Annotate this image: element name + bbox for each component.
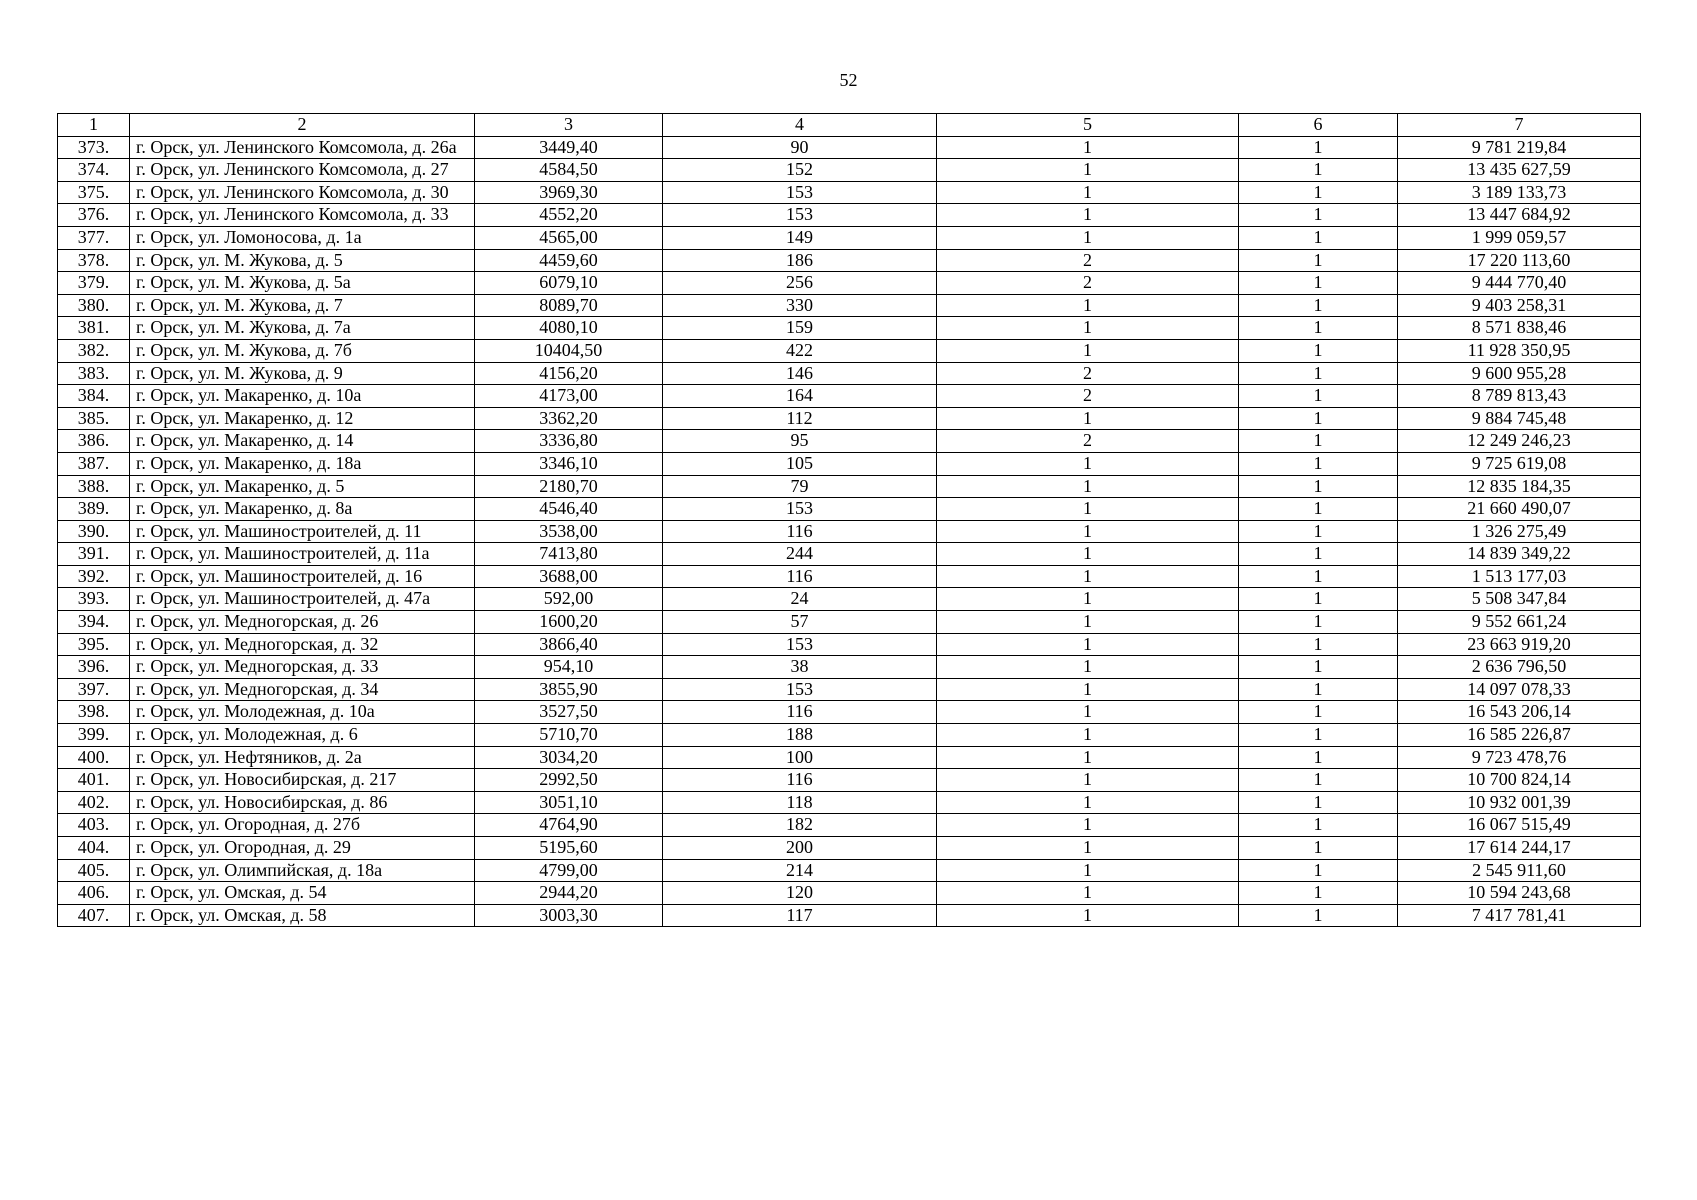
cell-address: г. Орск, ул. Ленинского Комсомола, д. 33 (130, 204, 475, 227)
cell-residents: 153 (663, 181, 937, 204)
cell-col-5: 1 (937, 814, 1239, 837)
cell-address: г. Орск, ул. Макаренко, д. 10а (130, 385, 475, 408)
cell-row-number: 399. (58, 724, 130, 747)
table-row (58, 746, 1641, 769)
cell-col-5: 1 (937, 498, 1239, 521)
cell-address: г. Орск, ул. Молодежная, д. 6 (130, 724, 475, 747)
cell-col-5: 1 (937, 565, 1239, 588)
cell-col-5: 1 (937, 633, 1239, 656)
cell-address: г. Орск, ул. Макаренко, д. 14 (130, 430, 475, 453)
cell-area: 8089,70 (475, 294, 663, 317)
table-header-row (58, 114, 1641, 137)
table-row (58, 249, 1641, 272)
cell-cost: 9 403 258,31 (1398, 294, 1641, 317)
table-row (58, 633, 1641, 656)
cell-col-6: 1 (1239, 678, 1398, 701)
cell-cost: 5 508 347,84 (1398, 588, 1641, 611)
cell-residents: 116 (663, 769, 937, 792)
cell-col-6: 1 (1239, 475, 1398, 498)
cell-row-number: 373. (58, 136, 130, 159)
cell-area: 3449,40 (475, 136, 663, 159)
cell-area: 4584,50 (475, 159, 663, 182)
cell-col-5: 1 (937, 701, 1239, 724)
cell-area: 3688,00 (475, 565, 663, 588)
cell-area: 4156,20 (475, 362, 663, 385)
cell-cost: 14 839 349,22 (1398, 543, 1641, 566)
cell-area: 3855,90 (475, 678, 663, 701)
cell-address: г. Орск, ул. Машиностроителей, д. 11а (130, 543, 475, 566)
cell-col-5: 1 (937, 317, 1239, 340)
cell-row-number: 402. (58, 791, 130, 814)
table-row (58, 882, 1641, 905)
table-body (58, 136, 1641, 927)
table-row (58, 385, 1641, 408)
cell-area: 3527,50 (475, 701, 663, 724)
cell-row-number: 376. (58, 204, 130, 227)
table-row (58, 498, 1641, 521)
cell-address: г. Орск, ул. Медногорская, д. 32 (130, 633, 475, 656)
cell-col-6: 1 (1239, 520, 1398, 543)
cell-area: 6079,10 (475, 272, 663, 295)
cell-area: 4799,00 (475, 859, 663, 882)
cell-address: г. Орск, ул. Макаренко, д. 18а (130, 452, 475, 475)
cell-col-6: 1 (1239, 565, 1398, 588)
cell-cost: 21 660 490,07 (1398, 498, 1641, 521)
cell-address: г. Орск, ул. Медногорская, д. 26 (130, 611, 475, 634)
column-header-2: 2 (130, 114, 475, 137)
cell-col-6: 1 (1239, 611, 1398, 634)
cell-col-5: 1 (937, 904, 1239, 927)
table-row (58, 520, 1641, 543)
cell-row-number: 392. (58, 565, 130, 588)
table-row (58, 339, 1641, 362)
cell-col-6: 1 (1239, 882, 1398, 905)
cell-residents: 214 (663, 859, 937, 882)
cell-residents: 256 (663, 272, 937, 295)
cell-cost: 10 594 243,68 (1398, 882, 1641, 905)
cell-cost: 10 932 001,39 (1398, 791, 1641, 814)
cell-row-number: 398. (58, 701, 130, 724)
cell-residents: 330 (663, 294, 937, 317)
cell-row-number: 384. (58, 385, 130, 408)
cell-col-5: 1 (937, 159, 1239, 182)
cell-cost: 8 789 813,43 (1398, 385, 1641, 408)
cell-residents: 100 (663, 746, 937, 769)
cell-col-5: 1 (937, 543, 1239, 566)
cell-area: 3538,00 (475, 520, 663, 543)
housing-table (57, 113, 1641, 927)
cell-residents: 105 (663, 452, 937, 475)
cell-cost: 23 663 919,20 (1398, 633, 1641, 656)
cell-address: г. Орск, ул. Олимпийская, д. 18а (130, 859, 475, 882)
cell-col-6: 1 (1239, 181, 1398, 204)
table-row (58, 678, 1641, 701)
cell-address: г. Орск, ул. М. Жукова, д. 5 (130, 249, 475, 272)
cell-area: 3003,30 (475, 904, 663, 927)
cell-row-number: 405. (58, 859, 130, 882)
cell-col-6: 1 (1239, 769, 1398, 792)
cell-row-number: 379. (58, 272, 130, 295)
cell-residents: 24 (663, 588, 937, 611)
cell-area: 954,10 (475, 656, 663, 679)
table-row (58, 136, 1641, 159)
cell-area: 4546,40 (475, 498, 663, 521)
cell-area: 4173,00 (475, 385, 663, 408)
cell-cost: 12 249 246,23 (1398, 430, 1641, 453)
cell-address: г. Орск, ул. Нефтяников, д. 2а (130, 746, 475, 769)
cell-col-6: 1 (1239, 385, 1398, 408)
cell-col-5: 1 (937, 339, 1239, 362)
cell-col-5: 1 (937, 724, 1239, 747)
table-row (58, 475, 1641, 498)
cell-address: г. Орск, ул. Огородная, д. 27б (130, 814, 475, 837)
cell-cost: 1 326 275,49 (1398, 520, 1641, 543)
cell-residents: 90 (663, 136, 937, 159)
cell-residents: 112 (663, 407, 937, 430)
cell-cost: 13 447 684,92 (1398, 204, 1641, 227)
cell-address: г. Орск, ул. Новосибирская, д. 86 (130, 791, 475, 814)
cell-col-5: 1 (937, 611, 1239, 634)
cell-area: 5195,60 (475, 837, 663, 860)
table-row (58, 181, 1641, 204)
cell-residents: 159 (663, 317, 937, 340)
cell-row-number: 382. (58, 339, 130, 362)
cell-area: 3362,20 (475, 407, 663, 430)
cell-residents: 164 (663, 385, 937, 408)
table-row (58, 430, 1641, 453)
cell-cost: 12 835 184,35 (1398, 475, 1641, 498)
cell-row-number: 406. (58, 882, 130, 905)
cell-area: 2992,50 (475, 769, 663, 792)
cell-address: г. Орск, ул. Огородная, д. 29 (130, 837, 475, 860)
cell-area: 3051,10 (475, 791, 663, 814)
cell-col-6: 1 (1239, 904, 1398, 927)
cell-cost: 2 636 796,50 (1398, 656, 1641, 679)
cell-cost: 1 513 177,03 (1398, 565, 1641, 588)
cell-col-6: 1 (1239, 204, 1398, 227)
cell-residents: 57 (663, 611, 937, 634)
cell-col-5: 1 (937, 204, 1239, 227)
cell-col-6: 1 (1239, 859, 1398, 882)
cell-cost: 8 571 838,46 (1398, 317, 1641, 340)
cell-address: г. Орск, ул. Ленинского Комсомола, д. 26а (130, 136, 475, 159)
column-header-3: 3 (475, 114, 663, 137)
cell-col-6: 1 (1239, 701, 1398, 724)
cell-row-number: 375. (58, 181, 130, 204)
table-row (58, 791, 1641, 814)
cell-cost: 17 614 244,17 (1398, 837, 1641, 860)
table-row (58, 724, 1641, 747)
cell-area: 3034,20 (475, 746, 663, 769)
cell-residents: 149 (663, 226, 937, 249)
cell-row-number: 389. (58, 498, 130, 521)
cell-row-number: 393. (58, 588, 130, 611)
cell-col-5: 1 (937, 475, 1239, 498)
cell-col-6: 1 (1239, 317, 1398, 340)
table-row (58, 656, 1641, 679)
cell-col-6: 1 (1239, 791, 1398, 814)
cell-residents: 117 (663, 904, 937, 927)
cell-col-5: 1 (937, 136, 1239, 159)
cell-col-6: 1 (1239, 362, 1398, 385)
cell-cost: 16 585 226,87 (1398, 724, 1641, 747)
table-row (58, 611, 1641, 634)
cell-col-5: 2 (937, 272, 1239, 295)
cell-col-6: 1 (1239, 452, 1398, 475)
cell-col-5: 1 (937, 859, 1239, 882)
cell-area: 4565,00 (475, 226, 663, 249)
cell-col-6: 1 (1239, 272, 1398, 295)
cell-row-number: 401. (58, 769, 130, 792)
table-row (58, 701, 1641, 724)
cell-col-5: 2 (937, 249, 1239, 272)
cell-residents: 116 (663, 565, 937, 588)
cell-address: г. Орск, ул. М. Жукова, д. 7 (130, 294, 475, 317)
cell-residents: 188 (663, 724, 937, 747)
cell-col-5: 1 (937, 791, 1239, 814)
cell-area: 4764,90 (475, 814, 663, 837)
cell-area: 2944,20 (475, 882, 663, 905)
column-header-6: 6 (1239, 114, 1398, 137)
cell-area: 592,00 (475, 588, 663, 611)
cell-row-number: 378. (58, 249, 130, 272)
cell-address: г. Орск, ул. М. Жукова, д. 5а (130, 272, 475, 295)
cell-address: г. Орск, ул. Машиностроителей, д. 11 (130, 520, 475, 543)
table-row (58, 543, 1641, 566)
table-row (58, 226, 1641, 249)
cell-col-6: 1 (1239, 837, 1398, 860)
cell-cost: 9 444 770,40 (1398, 272, 1641, 295)
cell-col-6: 1 (1239, 814, 1398, 837)
cell-address: г. Орск, ул. Макаренко, д. 5 (130, 475, 475, 498)
table-row (58, 769, 1641, 792)
cell-residents: 244 (663, 543, 937, 566)
cell-cost: 14 097 078,33 (1398, 678, 1641, 701)
cell-address: г. Орск, ул. Медногорская, д. 33 (130, 656, 475, 679)
column-header-7: 7 (1398, 114, 1641, 137)
cell-col-5: 1 (937, 837, 1239, 860)
cell-area: 1600,20 (475, 611, 663, 634)
cell-residents: 120 (663, 882, 937, 905)
cell-area: 3969,30 (475, 181, 663, 204)
table-row (58, 317, 1641, 340)
cell-col-5: 1 (937, 769, 1239, 792)
cell-address: г. Орск, ул. Ленинского Комсомола, д. 27 (130, 159, 475, 182)
cell-cost: 9 725 619,08 (1398, 452, 1641, 475)
cell-row-number: 396. (58, 656, 130, 679)
cell-residents: 95 (663, 430, 937, 453)
cell-cost: 2 545 911,60 (1398, 859, 1641, 882)
cell-cost: 11 928 350,95 (1398, 339, 1641, 362)
cell-col-5: 1 (937, 226, 1239, 249)
cell-address: г. Орск, ул. Ломоносова, д. 1а (130, 226, 475, 249)
table-row (58, 837, 1641, 860)
cell-cost: 9 723 478,76 (1398, 746, 1641, 769)
cell-col-5: 1 (937, 181, 1239, 204)
cell-col-6: 1 (1239, 430, 1398, 453)
cell-residents: 79 (663, 475, 937, 498)
cell-residents: 152 (663, 159, 937, 182)
cell-row-number: 404. (58, 837, 130, 860)
cell-row-number: 400. (58, 746, 130, 769)
table-row (58, 407, 1641, 430)
cell-address: г. Орск, ул. Омская, д. 54 (130, 882, 475, 905)
cell-col-5: 1 (937, 407, 1239, 430)
cell-residents: 116 (663, 701, 937, 724)
cell-col-5: 1 (937, 294, 1239, 317)
cell-cost: 9 552 661,24 (1398, 611, 1641, 634)
cell-row-number: 386. (58, 430, 130, 453)
cell-col-6: 1 (1239, 339, 1398, 362)
cell-col-5: 2 (937, 430, 1239, 453)
table-row (58, 159, 1641, 182)
cell-cost: 17 220 113,60 (1398, 249, 1641, 272)
cell-col-5: 1 (937, 656, 1239, 679)
cell-address: г. Орск, ул. Макаренко, д. 12 (130, 407, 475, 430)
table-row (58, 452, 1641, 475)
cell-cost: 1 999 059,57 (1398, 226, 1641, 249)
cell-col-6: 1 (1239, 294, 1398, 317)
cell-col-6: 1 (1239, 407, 1398, 430)
cell-col-5: 1 (937, 746, 1239, 769)
cell-cost: 9 884 745,48 (1398, 407, 1641, 430)
column-header-1: 1 (58, 114, 130, 137)
cell-area: 4552,20 (475, 204, 663, 227)
cell-address: г. Орск, ул. Ленинского Комсомола, д. 30 (130, 181, 475, 204)
cell-address: г. Орск, ул. Медногорская, д. 34 (130, 678, 475, 701)
cell-address: г. Орск, ул. Молодежная, д. 10а (130, 701, 475, 724)
cell-cost: 3 189 133,73 (1398, 181, 1641, 204)
cell-area: 3336,80 (475, 430, 663, 453)
table-row (58, 904, 1641, 927)
cell-residents: 182 (663, 814, 937, 837)
cell-col-6: 1 (1239, 746, 1398, 769)
cell-cost: 16 543 206,14 (1398, 701, 1641, 724)
cell-col-5: 1 (937, 678, 1239, 701)
table-row (58, 814, 1641, 837)
cell-row-number: 390. (58, 520, 130, 543)
table-row (58, 588, 1641, 611)
cell-row-number: 380. (58, 294, 130, 317)
table-row (58, 859, 1641, 882)
cell-cost: 7 417 781,41 (1398, 904, 1641, 927)
cell-col-6: 1 (1239, 226, 1398, 249)
cell-col-5: 1 (937, 588, 1239, 611)
cell-address: г. Орск, ул. Новосибирская, д. 217 (130, 769, 475, 792)
cell-col-5: 2 (937, 385, 1239, 408)
cell-address: г. Орск, ул. Машиностроителей, д. 16 (130, 565, 475, 588)
cell-row-number: 374. (58, 159, 130, 182)
cell-residents: 146 (663, 362, 937, 385)
cell-residents: 153 (663, 633, 937, 656)
cell-residents: 118 (663, 791, 937, 814)
cell-cost: 9 781 219,84 (1398, 136, 1641, 159)
column-header-4: 4 (663, 114, 937, 137)
cell-row-number: 383. (58, 362, 130, 385)
cell-cost: 13 435 627,59 (1398, 159, 1641, 182)
cell-address: г. Орск, ул. Машиностроителей, д. 47а (130, 588, 475, 611)
cell-residents: 186 (663, 249, 937, 272)
cell-cost: 9 600 955,28 (1398, 362, 1641, 385)
cell-col-5: 2 (937, 362, 1239, 385)
cell-col-6: 1 (1239, 724, 1398, 747)
cell-row-number: 395. (58, 633, 130, 656)
cell-row-number: 387. (58, 452, 130, 475)
cell-row-number: 397. (58, 678, 130, 701)
cell-col-5: 1 (937, 520, 1239, 543)
cell-row-number: 407. (58, 904, 130, 927)
cell-area: 7413,80 (475, 543, 663, 566)
cell-col-6: 1 (1239, 159, 1398, 182)
cell-address: г. Орск, ул. М. Жукова, д. 7б (130, 339, 475, 362)
cell-address: г. Орск, ул. М. Жукова, д. 9 (130, 362, 475, 385)
cell-address: г. Орск, ул. М. Жукова, д. 7а (130, 317, 475, 340)
cell-row-number: 377. (58, 226, 130, 249)
cell-row-number: 381. (58, 317, 130, 340)
cell-residents: 38 (663, 656, 937, 679)
table-row (58, 272, 1641, 295)
cell-area: 10404,50 (475, 339, 663, 362)
cell-area: 4080,10 (475, 317, 663, 340)
cell-col-5: 1 (937, 882, 1239, 905)
cell-area: 2180,70 (475, 475, 663, 498)
cell-col-6: 1 (1239, 656, 1398, 679)
cell-residents: 422 (663, 339, 937, 362)
cell-area: 5710,70 (475, 724, 663, 747)
cell-cost: 16 067 515,49 (1398, 814, 1641, 837)
cell-row-number: 391. (58, 543, 130, 566)
table-row (58, 204, 1641, 227)
cell-cost: 10 700 824,14 (1398, 769, 1641, 792)
cell-col-6: 1 (1239, 498, 1398, 521)
cell-col-6: 1 (1239, 588, 1398, 611)
cell-col-6: 1 (1239, 543, 1398, 566)
cell-residents: 153 (663, 678, 937, 701)
table-row (58, 362, 1641, 385)
column-header-5: 5 (937, 114, 1239, 137)
cell-address: г. Орск, ул. Омская, д. 58 (130, 904, 475, 927)
cell-col-6: 1 (1239, 136, 1398, 159)
cell-area: 3346,10 (475, 452, 663, 475)
table-row (58, 565, 1641, 588)
cell-address: г. Орск, ул. Макаренко, д. 8а (130, 498, 475, 521)
cell-residents: 116 (663, 520, 937, 543)
cell-row-number: 385. (58, 407, 130, 430)
cell-row-number: 394. (58, 611, 130, 634)
cell-area: 3866,40 (475, 633, 663, 656)
cell-area: 4459,60 (475, 249, 663, 272)
cell-row-number: 403. (58, 814, 130, 837)
cell-col-5: 1 (937, 452, 1239, 475)
cell-residents: 153 (663, 498, 937, 521)
cell-residents: 200 (663, 837, 937, 860)
cell-residents: 153 (663, 204, 937, 227)
cell-col-6: 1 (1239, 249, 1398, 272)
cell-col-6: 1 (1239, 633, 1398, 656)
table-row (58, 294, 1641, 317)
page-number: 52 (839, 70, 858, 90)
cell-row-number: 388. (58, 475, 130, 498)
